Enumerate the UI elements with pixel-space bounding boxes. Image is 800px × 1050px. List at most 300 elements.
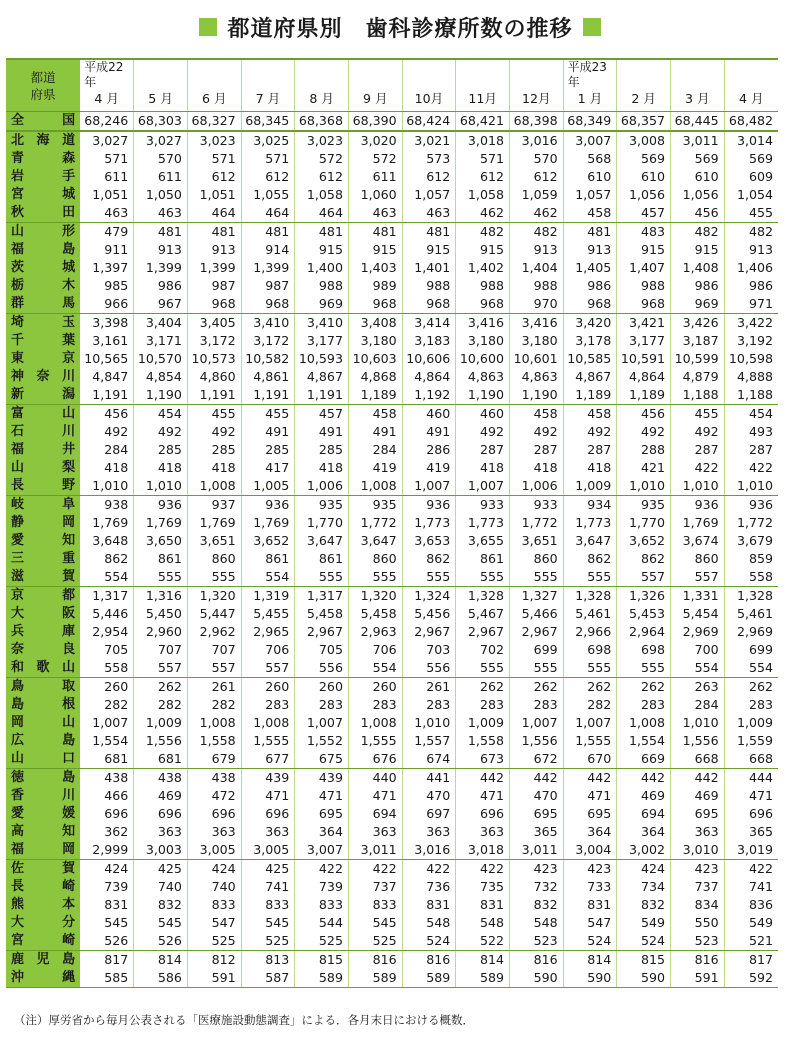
table-cell: 68,482 [724, 112, 778, 132]
column-month: 5 月 [148, 91, 173, 106]
prefecture-name: 佐賀 [6, 860, 80, 879]
table-cell: 457 [617, 204, 671, 223]
table-cell: 3,018 [456, 841, 510, 860]
corner-label-line2: 府県 [30, 86, 56, 102]
table-cell: 418 [456, 459, 510, 477]
table-cell: 260 [348, 678, 402, 697]
table-cell: 571 [80, 150, 134, 168]
table-cell: 4,854 [134, 368, 188, 386]
table-cell: 861 [295, 550, 349, 568]
table-cell: 68,357 [617, 112, 671, 132]
table-cell: 282 [80, 696, 134, 714]
table-row [6, 350, 778, 368]
table-cell: 831 [456, 896, 510, 914]
table-cell: 612 [509, 168, 563, 186]
table-row [6, 514, 778, 532]
table-cell: 969 [295, 295, 349, 314]
table-cell: 1,189 [563, 386, 617, 405]
table-cell: 554 [724, 659, 778, 678]
table-cell: 570 [509, 150, 563, 168]
column-month: 7 月 [255, 91, 281, 106]
table-cell: 1,770 [295, 514, 349, 532]
table-cell: 460 [456, 405, 510, 424]
table-cell: 5,453 [617, 605, 671, 623]
table-cell: 3,652 [617, 532, 671, 550]
table-cell: 458 [348, 405, 402, 424]
table-cell: 936 [402, 496, 456, 515]
table-cell: 816 [509, 951, 563, 970]
table-cell: 548 [456, 914, 510, 932]
table-cell: 463 [134, 204, 188, 223]
table-cell: 1,404 [509, 259, 563, 277]
column-month: 1 月 [577, 91, 603, 106]
table-cell: 442 [509, 769, 563, 788]
table-cell: 3,016 [509, 131, 563, 150]
table-cell: 471 [456, 787, 510, 805]
prefecture-name: 岐阜 [6, 496, 80, 515]
table-cell: 1,009 [563, 477, 617, 496]
table-cell: 419 [402, 459, 456, 477]
table-cell: 492 [134, 423, 188, 441]
table-cell: 915 [617, 241, 671, 259]
table-cell: 681 [80, 750, 134, 769]
table-cell: 989 [348, 277, 402, 295]
table-cell: 3,414 [402, 314, 456, 333]
table-cell: 68,424 [402, 112, 456, 132]
prefecture-name: 和歌山 [6, 659, 80, 678]
table-cell: 557 [671, 568, 725, 587]
table-cell: 3,405 [187, 314, 241, 333]
table-cell: 456 [80, 405, 134, 424]
table-row [6, 969, 778, 988]
table-cell: 555 [456, 568, 510, 587]
table-cell: 1,008 [241, 714, 295, 732]
table-cell: 5,467 [456, 605, 510, 623]
table-cell: 418 [134, 459, 188, 477]
title-square-right-icon [583, 18, 601, 36]
table-cell: 481 [348, 223, 402, 242]
table-cell: 571 [187, 150, 241, 168]
table-cell: 262 [748, 679, 773, 694]
table-cell: 831 [402, 896, 456, 914]
column-header [724, 59, 778, 112]
table-cell: 589 [295, 969, 349, 988]
table-cell: 3,007 [295, 841, 349, 860]
table-row [6, 932, 778, 951]
table-row [6, 405, 778, 424]
table-cell: 68,327 [187, 112, 241, 132]
column-header [671, 59, 725, 112]
table-cell: 526 [80, 932, 134, 951]
table-cell: 676 [348, 750, 402, 769]
table-cell: 3,655 [456, 532, 510, 550]
table-cell: 555 [509, 659, 563, 678]
table-cell: 1,556 [671, 732, 725, 750]
table-row [6, 131, 778, 150]
table-cell: 814 [134, 951, 188, 970]
table-cell: 3,178 [563, 332, 617, 350]
table-row [6, 805, 778, 823]
table-cell: 832 [617, 896, 671, 914]
prefecture-name: 長崎 [6, 878, 80, 896]
prefecture-name: 秋田 [6, 204, 80, 223]
table-cell: 260 [241, 678, 295, 697]
table-cell: 418 [563, 459, 617, 477]
table-cell: 986 [563, 277, 617, 295]
table-cell: 860 [187, 550, 241, 568]
table-cell: 3,021 [402, 131, 456, 150]
table-cell: 491 [402, 423, 456, 441]
table-row [6, 150, 778, 168]
table-cell: 482 [509, 223, 563, 242]
table-cell: 933 [509, 496, 563, 515]
table-cell: 462 [509, 204, 563, 223]
table-cell: 284 [671, 696, 725, 714]
table-cell: 1,191 [187, 386, 241, 405]
table-cell: 1,007 [509, 714, 563, 732]
prefecture-name: 大分 [6, 914, 80, 932]
table-cell: 483 [617, 223, 671, 242]
table-cell: 454 [748, 406, 773, 421]
table-cell: 1,769 [187, 514, 241, 532]
table-cell: 68,349 [563, 112, 617, 132]
table-cell: 668 [671, 750, 725, 769]
table-cell: 572 [348, 150, 402, 168]
table-cell: 733 [563, 878, 617, 896]
table-cell: 423 [671, 860, 725, 879]
table-cell: 971 [724, 295, 778, 314]
table-cell: 1,769 [134, 514, 188, 532]
table-cell: 261 [402, 678, 456, 697]
table-cell: 3,019 [724, 841, 778, 860]
table-row [6, 841, 778, 860]
table-row [6, 951, 778, 970]
table-cell: 1,058 [456, 186, 510, 204]
table-cell: 735 [456, 878, 510, 896]
table-cell: 469 [617, 787, 671, 805]
table-cell: 545 [348, 914, 402, 932]
table-cell: 831 [80, 896, 134, 914]
table-cell: 283 [241, 696, 295, 714]
table-cell: 834 [671, 896, 725, 914]
table-cell: 68,390 [348, 112, 402, 132]
table-cell: 286 [402, 441, 456, 459]
table-cell: 5,458 [348, 605, 402, 623]
table-cell: 705 [295, 641, 349, 659]
table-row [6, 186, 778, 204]
table-cell: 862 [402, 550, 456, 568]
table-cell: 481 [295, 223, 349, 242]
table-cell: 10,565 [80, 350, 134, 368]
table-cell: 813 [241, 951, 295, 970]
prefecture-name: 富山 [6, 405, 80, 424]
table-cell: 1,008 [187, 477, 241, 496]
table-cell: 814 [563, 951, 617, 970]
table-cell: 558 [724, 568, 778, 587]
table-cell: 1,399 [241, 259, 295, 277]
table-row [6, 112, 778, 132]
table-cell: 523 [509, 932, 563, 951]
table-cell: 2,964 [617, 623, 671, 641]
prefecture-name: 大阪 [6, 605, 80, 623]
table-cell: 260 [295, 678, 349, 697]
table-row [6, 641, 778, 659]
table-cell: 438 [80, 769, 134, 788]
table-cell: 1,010 [617, 477, 671, 496]
table-cell: 285 [295, 441, 349, 459]
table-cell: 471 [748, 788, 773, 803]
table-cell: 861 [456, 550, 510, 568]
column-header [295, 59, 349, 112]
table-cell: 3,398 [80, 314, 134, 333]
page-title [0, 8, 800, 46]
table-cell: 363 [241, 823, 295, 841]
table-cell: 425 [134, 860, 188, 879]
column-month: 6 月 [201, 91, 227, 106]
table-cell: 3,187 [671, 332, 725, 350]
table-cell: 3,180 [509, 332, 563, 350]
table-cell: 479 [80, 223, 134, 242]
table-cell: 1,010 [671, 714, 725, 732]
table-cell: 3,027 [134, 131, 188, 150]
table-cell: 1,769 [80, 514, 134, 532]
table-cell: 1,010 [80, 477, 134, 496]
table-cell: 4,888 [736, 369, 773, 384]
table-cell: 549 [617, 914, 671, 932]
prefecture-name: 山形 [6, 223, 80, 242]
table-cell: 1,555 [348, 732, 402, 750]
table-cell: 2,967 [295, 623, 349, 641]
table-cell: 677 [241, 750, 295, 769]
prefecture-name: 滋賀 [6, 568, 80, 587]
table-cell: 1,191 [241, 386, 295, 405]
table-cell: 363 [134, 823, 188, 841]
table-cell: 1,558 [187, 732, 241, 750]
table-cell: 590 [509, 969, 563, 988]
table-cell: 668 [724, 750, 778, 769]
column-header [134, 59, 188, 112]
table-cell: 612 [187, 168, 241, 186]
table-cell: 418 [509, 459, 563, 477]
table-row [6, 477, 778, 496]
table-cell: 1,008 [348, 714, 402, 732]
table-cell: 936 [671, 496, 725, 515]
table-cell: 363 [671, 823, 725, 841]
table-cell: 610 [563, 168, 617, 186]
table-cell: 10,599 [671, 350, 725, 368]
prefecture-name: 岩手 [6, 168, 80, 186]
table-cell: 1,010 [671, 477, 725, 496]
table-cell: 1,320 [348, 587, 402, 606]
table-cell: 68,421 [456, 112, 510, 132]
table-cell: 569 [748, 151, 773, 166]
table-row [6, 878, 778, 896]
table-cell: 481 [241, 223, 295, 242]
table-cell: 10,598 [728, 351, 773, 366]
table-cell: 3,651 [187, 532, 241, 550]
table-cell: 68,445 [671, 112, 725, 132]
table-cell: 741 [241, 878, 295, 896]
table-cell: 283 [295, 696, 349, 714]
table-cell: 988 [509, 277, 563, 295]
table-cell: 705 [80, 641, 134, 659]
table-row [6, 714, 778, 732]
table-cell: 1,331 [671, 587, 725, 606]
prefecture-name: 香川 [6, 787, 80, 805]
table-row [6, 914, 778, 932]
table-row [6, 659, 778, 678]
table-cell: 1,188 [671, 386, 725, 405]
table-cell: 3,426 [671, 314, 725, 333]
table-cell: 985 [80, 277, 134, 295]
table-cell: 3,023 [187, 131, 241, 150]
title-text: 都道府県別 歯科診療所数の推移 [227, 16, 573, 42]
table-cell: 1,555 [241, 732, 295, 750]
table-cell: 3,018 [456, 131, 510, 150]
table-cell: 696 [187, 805, 241, 823]
table-cell: 362 [80, 823, 134, 841]
table-cell: 444 [748, 770, 773, 785]
table-cell: 1,054 [736, 187, 773, 202]
table-row [6, 623, 778, 641]
table-cell: 3,679 [736, 533, 773, 548]
column-header [241, 59, 295, 112]
table-cell: 610 [617, 168, 671, 186]
column-header [187, 59, 241, 112]
table-cell: 285 [187, 441, 241, 459]
table-row [6, 587, 778, 606]
table-row [6, 732, 778, 750]
table-cell: 523 [671, 932, 725, 951]
table-cell: 1,320 [187, 587, 241, 606]
table-cell: 454 [134, 405, 188, 424]
table-cell: 697 [402, 805, 456, 823]
table-cell: 4,867 [563, 368, 617, 386]
table-cell: 1,772 [509, 514, 563, 532]
table-cell: 612 [295, 168, 349, 186]
table-cell: 363 [348, 823, 402, 841]
table-cell: 555 [187, 568, 241, 587]
column-header [617, 59, 671, 112]
table-cell: 524 [563, 932, 617, 951]
table-cell: 440 [348, 769, 402, 788]
table-cell: 1,770 [617, 514, 671, 532]
table-cell: 262 [134, 678, 188, 697]
table-cell: 610 [671, 168, 725, 186]
table-cell: 463 [402, 204, 456, 223]
table-cell: 1,007 [80, 714, 134, 732]
table-cell: 442 [671, 769, 725, 788]
table-cell: 968 [402, 295, 456, 314]
prefecture-name: 山口 [6, 750, 80, 769]
table-cell: 365 [748, 824, 773, 839]
table-cell: 4,864 [617, 368, 671, 386]
table-cell: 2,966 [563, 623, 617, 641]
table-cell: 555 [295, 568, 349, 587]
table-cell: 812 [187, 951, 241, 970]
table-cell: 287 [563, 441, 617, 459]
table-cell: 284 [348, 441, 402, 459]
table-cell: 913 [134, 241, 188, 259]
table-cell: 492 [456, 423, 510, 441]
title-square-left-icon [199, 18, 217, 36]
table-row [6, 332, 778, 350]
table-cell: 524 [402, 932, 456, 951]
table-cell: 262 [456, 678, 510, 697]
table-cell: 672 [509, 750, 563, 769]
table-cell: 571 [241, 150, 295, 168]
table-cell: 966 [80, 295, 134, 314]
table-cell: 913 [748, 242, 773, 257]
table-cell: 1,554 [80, 732, 134, 750]
table-cell: 261 [187, 678, 241, 697]
table-cell: 556 [295, 659, 349, 678]
table-cell: 481 [563, 223, 617, 242]
prefecture-name: 千葉 [6, 332, 80, 350]
table-cell: 285 [134, 441, 188, 459]
table-cell: 547 [187, 914, 241, 932]
table-cell: 1,557 [402, 732, 456, 750]
table-cell: 423 [563, 860, 617, 879]
table-cell: 522 [456, 932, 510, 951]
table-cell: 464 [295, 204, 349, 223]
table-row [6, 259, 778, 277]
table-cell: 425 [241, 860, 295, 879]
table-cell: 365 [509, 823, 563, 841]
table-cell: 283 [348, 696, 402, 714]
table-cell: 861 [134, 550, 188, 568]
table-cell: 591 [187, 969, 241, 988]
table-cell: 3,177 [617, 332, 671, 350]
prefecture-name: 群馬 [6, 295, 80, 314]
table-row [6, 550, 778, 568]
table-cell: 3,014 [736, 133, 773, 148]
prefecture-name: 神奈川 [6, 368, 80, 386]
prefecture-name: 全国 [6, 112, 80, 132]
table-cell: 5,458 [295, 605, 349, 623]
table-cell: 3,420 [563, 314, 617, 333]
table-cell: 3,647 [348, 532, 402, 550]
table-cell: 3,422 [736, 315, 773, 330]
table-cell: 364 [617, 823, 671, 841]
table-cell: 481 [187, 223, 241, 242]
table-cell: 3,652 [241, 532, 295, 550]
table-cell: 968 [241, 295, 295, 314]
table-cell: 2,962 [187, 623, 241, 641]
table-cell: 492 [187, 423, 241, 441]
table-cell: 1,399 [187, 259, 241, 277]
table-cell: 424 [187, 860, 241, 879]
table-cell: 1,057 [402, 186, 456, 204]
table-cell: 707 [187, 641, 241, 659]
table-cell: 287 [748, 442, 773, 457]
table-cell: 3,004 [563, 841, 617, 860]
table-cell: 968 [617, 295, 671, 314]
table-cell: 3,183 [402, 332, 456, 350]
table-body [6, 112, 778, 988]
table-cell: 832 [134, 896, 188, 914]
table-cell: 670 [563, 750, 617, 769]
table-cell: 3,421 [617, 314, 671, 333]
prefecture-name: 新潟 [6, 386, 80, 405]
table-cell: 482 [748, 224, 773, 239]
table-cell: 555 [456, 659, 510, 678]
table-cell: 548 [509, 914, 563, 932]
table-cell: 3,020 [348, 131, 402, 150]
table-cell: 422 [348, 860, 402, 879]
table-cell: 3,171 [134, 332, 188, 350]
table-cell: 706 [241, 641, 295, 659]
